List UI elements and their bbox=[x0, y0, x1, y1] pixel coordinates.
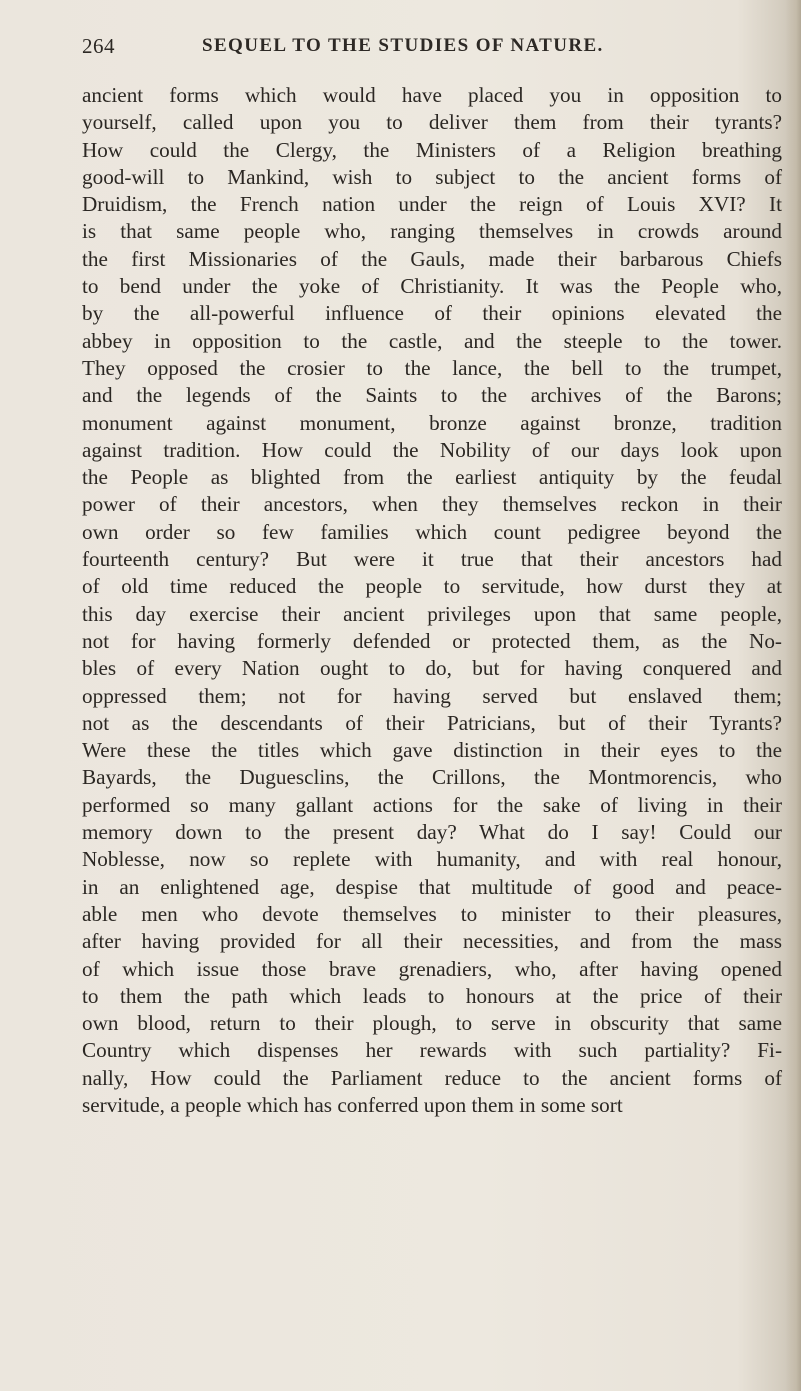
text-line: Bayards, the Duguesclins, the Crillons, the Montmorencis, who bbox=[82, 765, 782, 790]
running-head: SEQUEL TO THE STUDIES OF NATURE. bbox=[202, 35, 604, 56]
text-line: against tradition. How could the Nobility of our days look upon bbox=[82, 437, 782, 462]
text-line: bles of every Nation ought to do, but for having conquered and bbox=[82, 656, 782, 681]
text-line: own blood, return to their plough, to serve in obscurity that same bbox=[82, 1011, 782, 1036]
text-line: the first Missionaries of the Gauls, made their barbarous Chiefs bbox=[82, 246, 782, 271]
text-line: own order so few families which count pedigree beyond the bbox=[82, 519, 782, 544]
text-line: this day exercise their ancient privileges upon that same people, bbox=[82, 601, 782, 626]
text-line: of old time reduced the people to servitude, how durst they at bbox=[82, 574, 782, 599]
text-line: oppressed them; not for having served but enslaved them; bbox=[82, 683, 782, 708]
text-line: servitude, a people which has conferred upon them in some sort bbox=[82, 1092, 623, 1117]
text-line: yourself, called upon you to deliver them from their tyrants? bbox=[82, 110, 782, 135]
text-line: They opposed the crosier to the lance, the bell to the trumpet, bbox=[82, 355, 782, 380]
text-line: to bend under the yoke of Christianity. It was the People who, bbox=[82, 274, 782, 299]
page-header bbox=[82, 34, 782, 64]
text-line: Country which dispenses her rewards with such partiality? Fi- bbox=[82, 1038, 782, 1063]
text-line: Druidism, the French nation under the reign of Louis XVI? It bbox=[82, 192, 782, 217]
text-line: after having provided for all their necessities, and from the mass bbox=[82, 929, 782, 954]
page-edge-shadow bbox=[785, 0, 801, 1391]
text-line: able men who devote themselves to minister to their pleasures, bbox=[82, 901, 782, 926]
text-line: good-will to Mankind, wish to subject to the ancient forms of bbox=[82, 164, 782, 189]
text-line: not as the descendants of their Patricians, but of their Tyrants? bbox=[82, 710, 782, 735]
page-number: 264 bbox=[82, 34, 115, 58]
text-line: fourteenth century? But were it true that their ancestors had bbox=[82, 547, 782, 572]
text-line: in an enlightened age, despise that multitude of good and peace- bbox=[82, 874, 782, 899]
text-line: the People as blighted from the earliest antiquity by the feudal bbox=[82, 465, 782, 490]
text-line: by the all-powerful influence of their opinions elevated the bbox=[82, 301, 782, 326]
text-line: Noblesse, now so replete with humanity, and with real honour, bbox=[82, 847, 782, 872]
text-line: and the legends of the Saints to the archives of the Barons; bbox=[82, 383, 782, 408]
text-line: monument against monument, bronze against bronze, tradition bbox=[82, 410, 782, 435]
text-line: of which issue those brave grenadiers, who, after having opened bbox=[82, 956, 782, 981]
text-line: performed so many gallant actions for the sake of living in their bbox=[82, 792, 782, 817]
text-line: How could the Clergy, the Ministers of a Religion breathing bbox=[82, 137, 782, 162]
text-line: is that same people who, ranging themselves in crowds around bbox=[82, 219, 782, 244]
body-text bbox=[82, 82, 782, 1119]
text-line: ancient forms which would have placed you in opposition to bbox=[82, 83, 782, 107]
text-line: not for having formerly defended or protected them, as the No- bbox=[82, 628, 782, 653]
text-line: nally, How could the Parliament reduce to the ancient forms of bbox=[82, 1065, 782, 1090]
text-line: abbey in opposition to the castle, and the steeple to the tower. bbox=[82, 328, 782, 353]
text-line: Were these the titles which gave distinction in their eyes to the bbox=[82, 738, 782, 763]
text-line: memory down to the present day? What do I say! Could our bbox=[82, 820, 782, 845]
text-line: to them the path which leads to honours at the price of their bbox=[82, 983, 782, 1008]
text-line: power of their ancestors, when they themselves reckon in their bbox=[82, 492, 782, 517]
